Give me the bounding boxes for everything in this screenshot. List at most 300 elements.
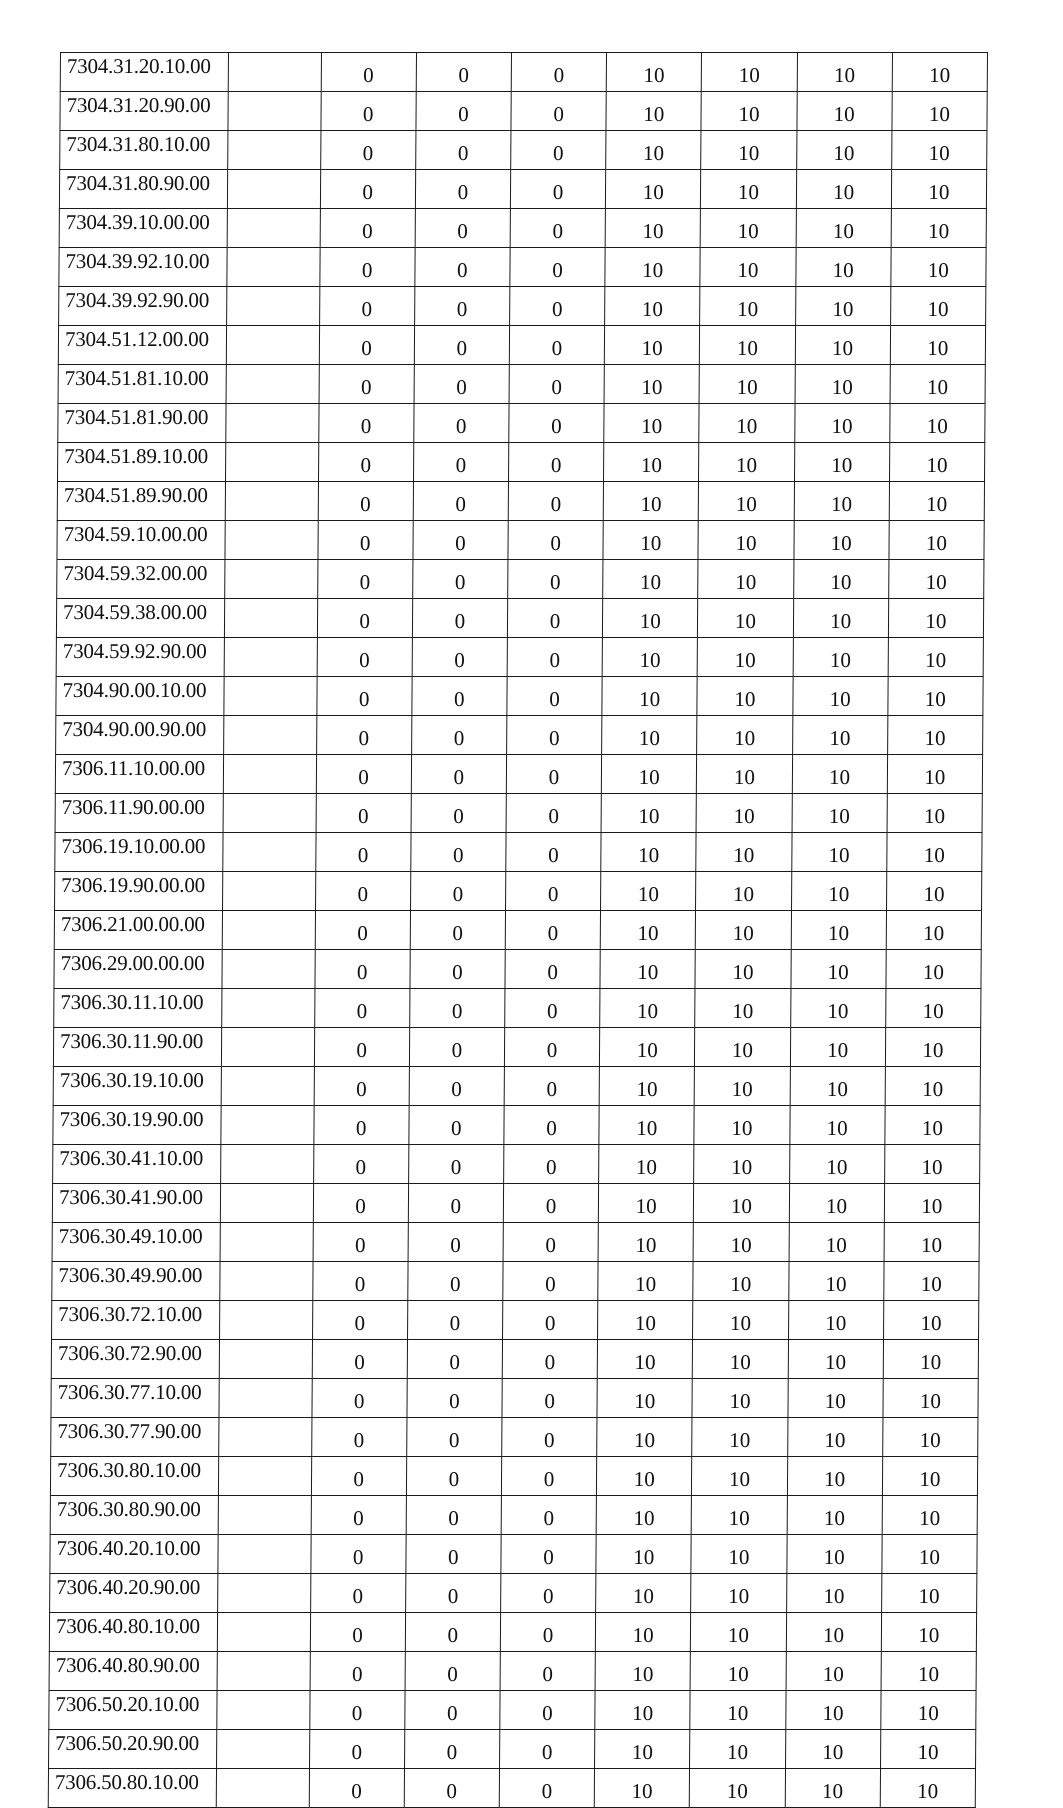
empty-cell	[217, 1691, 309, 1730]
rate-cell: 0	[502, 1340, 597, 1379]
tariff-code-cell: 7306.50.20.10.00	[49, 1691, 218, 1730]
rate-cell: 10	[604, 443, 699, 482]
rate-cell: 0	[412, 677, 507, 716]
rate-cell: 0	[414, 404, 509, 443]
tariff-code-cell: 7306.30.41.10.00	[53, 1145, 222, 1184]
table-row	[55, 755, 982, 794]
rate-cell: 10	[595, 1613, 690, 1652]
empty-cell	[217, 1652, 309, 1691]
rate-cell: 0	[409, 1067, 504, 1106]
table-row	[56, 599, 983, 638]
empty-cell	[224, 638, 316, 677]
rate-cell: 10	[884, 1262, 980, 1301]
rate-cell: 10	[790, 1067, 885, 1106]
rate-cell: 10	[598, 1301, 693, 1340]
table-row	[56, 638, 983, 677]
tariff-code-cell: 7304.51.81.10.00	[58, 365, 227, 404]
empty-cell	[219, 1418, 311, 1457]
empty-cell	[227, 287, 319, 326]
rate-cell: 10	[696, 833, 791, 872]
rate-cell: 10	[599, 1145, 694, 1184]
rate-cell: 0	[317, 638, 412, 677]
rate-cell: 10	[880, 1769, 976, 1808]
rate-cell: 0	[408, 1223, 503, 1262]
rate-cell: 10	[795, 365, 890, 404]
rate-cell: 0	[314, 1067, 409, 1106]
rate-cell: 10	[888, 599, 984, 638]
empty-cell	[228, 170, 320, 209]
rate-cell: 10	[883, 1379, 979, 1418]
rate-cell: 0	[508, 482, 603, 521]
rate-cell: 0	[416, 53, 511, 92]
rate-cell: 10	[892, 53, 988, 92]
rate-cell: 0	[511, 53, 606, 92]
rate-cell: 0	[508, 560, 603, 599]
rate-cell: 0	[413, 482, 508, 521]
rate-cell: 10	[881, 1613, 977, 1652]
rate-cell: 10	[786, 1574, 881, 1613]
rate-cell: 0	[408, 1262, 503, 1301]
rate-cell: 0	[317, 560, 412, 599]
rate-cell: 0	[318, 404, 413, 443]
rate-cell: 10	[605, 287, 700, 326]
rate-cell: 10	[791, 872, 886, 911]
rate-cell: 10	[885, 1106, 981, 1145]
rate-cell: 0	[501, 1574, 596, 1613]
table-row	[60, 53, 987, 92]
rate-cell: 10	[892, 92, 988, 131]
rate-cell: 10	[701, 131, 796, 170]
rate-cell: 10	[595, 1691, 690, 1730]
rate-cell: 0	[411, 794, 506, 833]
tariff-code-cell: 7306.30.77.10.00	[51, 1379, 220, 1418]
table-row	[59, 170, 986, 209]
rate-cell: 10	[889, 521, 985, 560]
table-row	[52, 1223, 979, 1262]
rate-cell: 10	[787, 1496, 882, 1535]
rate-cell: 10	[700, 209, 795, 248]
rate-cell: 0	[312, 1340, 407, 1379]
rate-cell: 10	[793, 599, 888, 638]
rate-cell: 10	[891, 131, 987, 170]
rate-cell: 10	[890, 287, 986, 326]
empty-cell	[223, 794, 315, 833]
table-row	[58, 404, 985, 443]
rate-cell: 10	[692, 1379, 787, 1418]
rate-cell: 10	[601, 833, 696, 872]
tariff-code-cell: 7306.30.72.90.00	[51, 1340, 220, 1379]
rate-cell: 0	[506, 755, 601, 794]
tariff-code-cell: 7306.30.41.90.00	[52, 1184, 221, 1223]
rate-cell: 10	[785, 1691, 880, 1730]
tariff-code-cell: 7306.30.72.10.00	[52, 1301, 221, 1340]
table-row	[55, 794, 982, 833]
rate-cell: 0	[411, 755, 506, 794]
table-row	[56, 677, 983, 716]
rate-cell: 0	[412, 638, 507, 677]
rate-cell: 10	[693, 1301, 788, 1340]
rate-cell: 10	[699, 443, 794, 482]
table-row	[58, 443, 985, 482]
empty-cell	[226, 443, 318, 482]
table-row	[50, 1574, 977, 1613]
rate-cell: 0	[410, 950, 505, 989]
tariff-code-cell: 7304.31.20.90.00	[60, 92, 229, 131]
table-row	[49, 1652, 976, 1691]
rate-cell: 10	[603, 521, 698, 560]
empty-cell	[220, 1223, 312, 1262]
rate-cell: 0	[499, 1769, 594, 1808]
rate-cell: 10	[888, 638, 984, 677]
rate-cell: 0	[310, 1574, 405, 1613]
tariff-code-cell: 7304.39.92.10.00	[59, 248, 228, 287]
rate-cell: 0	[314, 989, 409, 1028]
rate-cell: 0	[312, 1262, 407, 1301]
rate-cell: 10	[605, 209, 700, 248]
rate-cell: 0	[405, 1574, 500, 1613]
rate-cell: 10	[788, 1379, 883, 1418]
table-row	[55, 833, 982, 872]
empty-cell	[229, 53, 321, 92]
rate-cell: 10	[691, 1535, 786, 1574]
rate-cell: 0	[411, 716, 506, 755]
rate-cell: 10	[882, 1535, 978, 1574]
empty-cell	[221, 1106, 313, 1145]
empty-cell	[223, 872, 315, 911]
rate-cell: 0	[320, 92, 415, 131]
rate-cell: 0	[411, 833, 506, 872]
table-row	[56, 716, 983, 755]
rate-cell: 10	[890, 326, 986, 365]
empty-cell	[224, 716, 316, 755]
rate-cell: 0	[408, 1184, 503, 1223]
rate-cell: 10	[887, 833, 983, 872]
rate-cell: 0	[510, 287, 605, 326]
rate-cell: 10	[790, 1028, 885, 1067]
empty-cell	[222, 1067, 314, 1106]
rate-cell: 0	[507, 716, 602, 755]
table-row	[57, 521, 984, 560]
rate-cell: 0	[313, 1106, 408, 1145]
rate-cell: 0	[509, 404, 604, 443]
rate-cell: 0	[413, 521, 508, 560]
table-row	[53, 1106, 980, 1145]
rate-cell: 0	[506, 833, 601, 872]
rate-cell: 10	[788, 1340, 883, 1379]
rate-cell: 0	[315, 833, 410, 872]
rate-cell: 0	[406, 1418, 501, 1457]
rate-cell: 10	[596, 1496, 691, 1535]
rate-cell: 10	[884, 1184, 980, 1223]
rate-cell: 10	[599, 1067, 694, 1106]
rate-cell: 0	[504, 1028, 599, 1067]
rate-cell: 10	[598, 1262, 693, 1301]
rate-cell: 10	[695, 989, 790, 1028]
rate-cell: 10	[883, 1340, 979, 1379]
rate-cell: 10	[882, 1418, 978, 1457]
rate-cell: 10	[889, 443, 985, 482]
rate-cell: 10	[598, 1184, 693, 1223]
rate-cell: 0	[505, 911, 600, 950]
rate-cell: 10	[602, 677, 697, 716]
table-row	[52, 1262, 979, 1301]
rate-cell: 0	[409, 1106, 504, 1145]
rate-cell: 0	[319, 287, 414, 326]
rate-cell: 10	[699, 482, 794, 521]
rate-cell: 10	[700, 326, 795, 365]
rate-cell: 10	[891, 209, 987, 248]
table-row	[49, 1613, 976, 1652]
rate-cell: 0	[415, 170, 510, 209]
tariff-code-cell: 7306.19.10.00.00	[55, 833, 224, 872]
rate-cell: 10	[797, 53, 892, 92]
empty-cell	[219, 1457, 311, 1496]
rate-cell: 10	[795, 248, 890, 287]
tariff-code-cell: 7306.30.11.10.00	[54, 989, 223, 1028]
table-row	[51, 1418, 978, 1457]
table-row	[57, 482, 984, 521]
rate-cell: 10	[695, 1067, 790, 1106]
rate-cell: 10	[694, 1184, 789, 1223]
rate-cell: 10	[600, 911, 695, 950]
rate-cell: 0	[507, 599, 602, 638]
rate-cell: 10	[791, 833, 886, 872]
rate-cell: 10	[600, 950, 695, 989]
empty-cell	[224, 677, 316, 716]
rate-cell: 10	[602, 638, 697, 677]
rate-cell: 10	[786, 1652, 881, 1691]
rate-cell: 10	[797, 92, 892, 131]
rate-cell: 10	[596, 1574, 691, 1613]
rate-cell: 0	[500, 1691, 595, 1730]
rate-cell: 10	[787, 1418, 882, 1457]
rate-cell: 10	[696, 911, 791, 950]
empty-cell	[217, 1730, 309, 1769]
rate-cell: 0	[311, 1457, 406, 1496]
rate-cell: 0	[499, 1730, 594, 1769]
table-row	[59, 248, 986, 287]
rate-cell: 0	[503, 1262, 598, 1301]
rate-cell: 10	[888, 677, 984, 716]
rate-cell: 10	[601, 755, 696, 794]
rate-cell: 10	[595, 1730, 690, 1769]
empty-cell	[228, 92, 320, 131]
rate-cell: 0	[316, 716, 411, 755]
rate-cell: 0	[314, 1028, 409, 1067]
rate-cell: 10	[695, 1028, 790, 1067]
rate-cell: 10	[600, 1028, 695, 1067]
rate-cell: 0	[310, 1535, 405, 1574]
tariff-code-cell: 7306.30.77.90.00	[51, 1418, 220, 1457]
empty-cell	[220, 1262, 312, 1301]
rate-cell: 0	[320, 209, 415, 248]
rate-cell: 10	[690, 1769, 785, 1808]
empty-cell	[223, 911, 315, 950]
rate-cell: 10	[692, 1418, 787, 1457]
rate-cell: 0	[405, 1691, 500, 1730]
rate-cell: 0	[503, 1223, 598, 1262]
rate-cell: 0	[407, 1301, 502, 1340]
rate-cell: 0	[311, 1418, 406, 1457]
rate-cell: 0	[310, 1652, 405, 1691]
rate-cell: 10	[886, 872, 982, 911]
tariff-code-cell: 7306.30.80.10.00	[50, 1457, 219, 1496]
rate-cell: 10	[789, 1184, 884, 1223]
rate-cell: 0	[511, 92, 606, 131]
table-row	[52, 1301, 979, 1340]
rate-cell: 0	[509, 365, 604, 404]
rate-cell: 0	[313, 1145, 408, 1184]
tariff-code-cell: 7306.40.20.10.00	[50, 1535, 219, 1574]
rate-cell: 0	[313, 1184, 408, 1223]
rate-cell: 10	[881, 1652, 977, 1691]
empty-cell	[222, 989, 314, 1028]
rate-cell: 0	[315, 950, 410, 989]
empty-cell	[217, 1769, 309, 1808]
rate-cell: 0	[408, 1145, 503, 1184]
empty-cell	[219, 1496, 311, 1535]
rate-cell: 0	[406, 1496, 501, 1535]
rate-cell: 10	[796, 131, 891, 170]
empty-cell	[221, 1145, 313, 1184]
tariff-code-cell: 7306.50.20.90.00	[49, 1730, 218, 1769]
rate-cell: 10	[791, 950, 886, 989]
rate-cell: 10	[794, 443, 889, 482]
empty-cell	[227, 248, 319, 287]
rate-cell: 10	[597, 1379, 692, 1418]
rate-cell: 10	[698, 599, 793, 638]
table-row	[58, 365, 985, 404]
rate-cell: 0	[406, 1457, 501, 1496]
rate-cell: 10	[791, 911, 886, 950]
rate-cell: 10	[880, 1730, 976, 1769]
rate-cell: 10	[702, 53, 797, 92]
rate-cell: 0	[319, 248, 414, 287]
tariff-code-cell: 7306.40.20.90.00	[50, 1574, 219, 1613]
tariff-code-cell: 7304.39.92.90.00	[59, 287, 228, 326]
rate-cell: 10	[691, 1613, 786, 1652]
tariff-code-cell: 7306.40.80.90.00	[49, 1652, 218, 1691]
rate-cell: 0	[315, 872, 410, 911]
rate-cell: 0	[407, 1379, 502, 1418]
rate-cell: 10	[601, 794, 696, 833]
rate-cell: 10	[790, 989, 885, 1028]
rate-cell: 10	[793, 560, 888, 599]
rate-cell: 0	[412, 560, 507, 599]
rate-cell: 0	[405, 1652, 500, 1691]
table-row	[48, 1769, 975, 1808]
rate-cell: 0	[312, 1379, 407, 1418]
tariff-code-cell: 7306.11.90.00.00	[55, 794, 224, 833]
rate-cell: 10	[606, 92, 701, 131]
rate-cell: 10	[700, 287, 795, 326]
rate-cell: 0	[309, 1691, 404, 1730]
empty-cell	[222, 950, 314, 989]
table-row	[58, 326, 985, 365]
rate-cell: 0	[506, 794, 601, 833]
tariff-code-cell: 7306.19.90.00.00	[55, 872, 224, 911]
rate-cell: 10	[785, 1730, 880, 1769]
tariff-code-cell: 7304.59.32.00.00	[57, 560, 226, 599]
table-row	[54, 911, 981, 950]
empty-cell	[225, 521, 317, 560]
rate-cell: 0	[501, 1496, 596, 1535]
rate-cell: 10	[604, 404, 699, 443]
rate-cell: 10	[884, 1145, 980, 1184]
rate-cell: 0	[416, 92, 511, 131]
tariff-code-cell: 7304.31.80.90.00	[59, 170, 228, 209]
tariff-code-cell: 7304.31.20.10.00	[60, 53, 229, 92]
rate-cell: 0	[319, 365, 414, 404]
rate-cell: 0	[316, 794, 411, 833]
tariff-code-cell: 7304.59.92.90.00	[56, 638, 225, 677]
rate-cell: 10	[595, 1652, 690, 1691]
rate-cell: 10	[788, 1262, 883, 1301]
rate-cell: 10	[692, 1457, 787, 1496]
tariff-code-cell: 7306.30.80.90.00	[50, 1496, 219, 1535]
rate-cell: 0	[310, 1613, 405, 1652]
rate-cell: 10	[690, 1730, 785, 1769]
rate-cell: 0	[318, 482, 413, 521]
table-row	[53, 1145, 980, 1184]
empty-cell	[218, 1574, 310, 1613]
rate-cell: 10	[600, 989, 695, 1028]
tariff-code-cell: 7304.51.89.10.00	[58, 443, 227, 482]
rate-cell: 0	[407, 1340, 502, 1379]
tariff-code-cell: 7306.30.49.10.00	[52, 1223, 221, 1262]
rate-cell: 10	[602, 716, 697, 755]
rate-cell: 0	[503, 1184, 598, 1223]
tariff-table-body	[48, 53, 987, 1808]
tariff-code-cell: 7304.39.10.00.00	[59, 209, 228, 248]
rate-cell: 10	[597, 1418, 692, 1457]
tariff-code-cell: 7306.40.80.10.00	[49, 1613, 218, 1652]
rate-cell: 10	[889, 482, 985, 521]
rate-cell: 10	[795, 326, 890, 365]
rate-cell: 0	[414, 365, 509, 404]
rate-cell: 10	[691, 1574, 786, 1613]
rate-cell: 10	[697, 638, 792, 677]
tariff-code-cell: 7306.30.19.10.00	[53, 1067, 222, 1106]
tariff-code-cell: 7306.50.80.10.00	[48, 1769, 217, 1808]
rate-cell: 0	[502, 1418, 597, 1457]
empty-cell	[227, 326, 319, 365]
tariff-code-cell: 7306.29.00.00.00	[54, 950, 223, 989]
rate-cell: 10	[693, 1262, 788, 1301]
rate-cell: 0	[312, 1301, 407, 1340]
rate-cell: 0	[508, 521, 603, 560]
table-row	[50, 1535, 977, 1574]
rate-cell: 0	[415, 209, 510, 248]
rate-cell: 0	[414, 287, 509, 326]
rate-cell: 10	[794, 404, 889, 443]
table-row	[49, 1691, 976, 1730]
empty-cell	[218, 1613, 310, 1652]
rate-cell: 10	[786, 1613, 881, 1652]
rate-cell: 0	[500, 1613, 595, 1652]
rate-cell: 0	[504, 1145, 599, 1184]
rate-cell: 0	[410, 911, 505, 950]
rate-cell: 10	[599, 1106, 694, 1145]
rate-cell: 10	[890, 365, 986, 404]
rate-cell: 10	[891, 170, 987, 209]
rate-cell: 0	[510, 248, 605, 287]
tariff-code-cell: 7304.51.89.90.00	[57, 482, 226, 521]
table-row	[59, 287, 986, 326]
rate-cell: 10	[887, 755, 983, 794]
rate-cell: 10	[597, 1340, 692, 1379]
empty-cell	[225, 599, 317, 638]
